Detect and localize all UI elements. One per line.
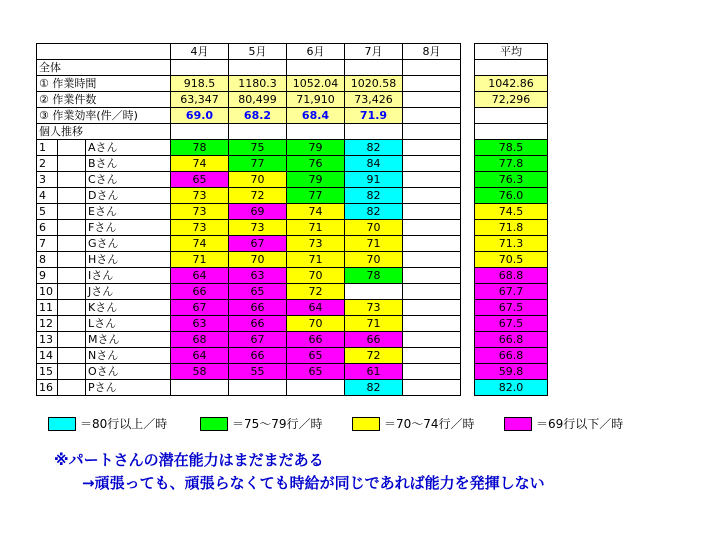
efficiency-value: 66 — [287, 332, 345, 348]
efficiency-value — [403, 188, 461, 204]
row-spacer — [58, 236, 86, 252]
person-name: Eさん — [86, 204, 171, 220]
efficiency-value: 77 — [287, 188, 345, 204]
person-average: 67.5 — [475, 316, 548, 332]
efficiency-value: 69 — [229, 204, 287, 220]
efficiency-value: 65 — [287, 348, 345, 364]
person-average: 76.0 — [475, 188, 548, 204]
efficiency-value: 71 — [287, 220, 345, 236]
person-row — [37, 284, 461, 300]
efficiency-value: 64 — [171, 348, 229, 364]
summary-average — [475, 108, 548, 124]
summary-value: 1052.04 — [287, 76, 345, 92]
person-row — [37, 236, 461, 252]
efficiency-value: 66 — [345, 332, 403, 348]
row-number: 11 — [37, 300, 58, 316]
person-row — [37, 156, 461, 172]
person-name: Kさん — [86, 300, 171, 316]
row-number: 3 — [37, 172, 58, 188]
legend-swatch — [200, 417, 228, 431]
efficiency-value: 74 — [171, 156, 229, 172]
summary-value: 71.9 — [345, 108, 403, 124]
efficiency-value — [403, 348, 461, 364]
person-average: 76.3 — [475, 172, 548, 188]
efficiency-value: 71 — [345, 236, 403, 252]
efficiency-value — [403, 380, 461, 396]
person-name: Nさん — [86, 348, 171, 364]
efficiency-value — [403, 220, 461, 236]
efficiency-value: 63 — [171, 316, 229, 332]
efficiency-value: 82 — [345, 204, 403, 220]
summary-average: 72,296 — [475, 92, 548, 108]
summary-row — [37, 92, 461, 108]
person-row — [37, 300, 461, 316]
efficiency-value: 71 — [345, 316, 403, 332]
efficiency-value: 65 — [229, 284, 287, 300]
efficiency-value: 82 — [345, 188, 403, 204]
person-row — [37, 364, 461, 380]
person-average: 59.8 — [475, 364, 548, 380]
row-spacer — [58, 156, 86, 172]
person-average: 82.0 — [475, 380, 548, 396]
person-average: 68.8 — [475, 268, 548, 284]
efficiency-value: 77 — [229, 156, 287, 172]
header-blank-cell — [37, 44, 171, 60]
efficiency-value: 68 — [171, 332, 229, 348]
legend-item-cyan — [48, 415, 200, 432]
row-spacer — [58, 380, 86, 396]
row-spacer — [58, 332, 86, 348]
empty-cell — [229, 124, 287, 140]
summary-value: 918.5 — [171, 76, 229, 92]
person-average: 77.8 — [475, 156, 548, 172]
efficiency-value: 58 — [171, 364, 229, 380]
person-row — [37, 380, 461, 396]
efficiency-value: 63 — [229, 268, 287, 284]
person-row — [37, 332, 461, 348]
empty-cell — [229, 60, 287, 76]
empty-cell — [345, 124, 403, 140]
efficiency-value: 73 — [229, 220, 287, 236]
efficiency-value: 64 — [171, 268, 229, 284]
person-average: 66.8 — [475, 348, 548, 364]
person-name: Dさん — [86, 188, 171, 204]
row-number: 4 — [37, 188, 58, 204]
person-name: Fさん — [86, 220, 171, 236]
monthly-efficiency-table — [36, 43, 461, 396]
empty-cell — [475, 60, 548, 76]
summary-label: ③ 作業効率(件／時) — [37, 108, 171, 124]
row-spacer — [58, 220, 86, 236]
empty-cell — [287, 124, 345, 140]
legend-label: ＝69行以下／時 — [536, 417, 624, 431]
empty-cell — [403, 60, 461, 76]
person-name: Gさん — [86, 236, 171, 252]
legend-item-green — [200, 415, 352, 432]
legend-item-yellow — [352, 415, 504, 432]
efficiency-value: 55 — [229, 364, 287, 380]
person-average: 70.5 — [475, 252, 548, 268]
efficiency-value — [229, 380, 287, 396]
row-spacer — [58, 188, 86, 204]
summary-value — [403, 108, 461, 124]
summary-value: 71,910 — [287, 92, 345, 108]
average-table — [474, 43, 548, 396]
efficiency-value: 73 — [287, 236, 345, 252]
row-spacer — [58, 316, 86, 332]
efficiency-value: 67 — [229, 332, 287, 348]
row-number: 13 — [37, 332, 58, 348]
row-number: 16 — [37, 380, 58, 396]
empty-cell — [171, 124, 229, 140]
efficiency-value: 73 — [171, 220, 229, 236]
person-average: 71.3 — [475, 236, 548, 252]
legend-label: ＝75～79行／時 — [232, 417, 323, 431]
efficiency-value — [403, 316, 461, 332]
efficiency-value — [345, 284, 403, 300]
efficiency-value: 65 — [287, 364, 345, 380]
efficiency-value: 70 — [229, 252, 287, 268]
efficiency-value: 67 — [171, 300, 229, 316]
legend-swatch — [352, 417, 380, 431]
efficiency-value — [403, 332, 461, 348]
average-header: 平均 — [475, 44, 548, 60]
note-line-2: →頑張っても、頑張らなくても時給が同じであれば能力を発揮しない — [82, 474, 545, 492]
summary-value: 1180.3 — [229, 76, 287, 92]
summary-value: 69.0 — [171, 108, 229, 124]
efficiency-value: 78 — [345, 268, 403, 284]
efficiency-value — [403, 204, 461, 220]
efficiency-value: 75 — [229, 140, 287, 156]
efficiency-value — [403, 236, 461, 252]
empty-cell — [287, 60, 345, 76]
empty-cell — [475, 124, 548, 140]
header-row — [37, 44, 461, 60]
summary-value — [403, 76, 461, 92]
row-spacer — [58, 172, 86, 188]
person-average: 67.7 — [475, 284, 548, 300]
efficiency-value — [403, 156, 461, 172]
row-spacer — [58, 268, 86, 284]
person-average: 78.5 — [475, 140, 548, 156]
month-header: 6月 — [287, 44, 345, 60]
row-spacer — [58, 204, 86, 220]
row-number: 8 — [37, 252, 58, 268]
month-header: 5月 — [229, 44, 287, 60]
note-line-1: ※パートさんの潜在能力はまだまだある — [54, 451, 324, 469]
person-average: 67.5 — [475, 300, 548, 316]
efficiency-value: 70 — [345, 252, 403, 268]
person-name: Iさん — [86, 268, 171, 284]
efficiency-value: 91 — [345, 172, 403, 188]
person-row — [37, 172, 461, 188]
efficiency-value: 66 — [229, 348, 287, 364]
efficiency-value: 70 — [287, 268, 345, 284]
person-name: Jさん — [86, 284, 171, 300]
efficiency-value: 61 — [345, 364, 403, 380]
month-header: 7月 — [345, 44, 403, 60]
row-number: 12 — [37, 316, 58, 332]
legend-swatch — [504, 417, 532, 431]
efficiency-value — [403, 140, 461, 156]
efficiency-value: 84 — [345, 156, 403, 172]
efficiency-value: 79 — [287, 172, 345, 188]
efficiency-value: 72 — [229, 188, 287, 204]
summary-label: ② 作業件数 — [37, 92, 171, 108]
efficiency-value: 66 — [229, 316, 287, 332]
person-row — [37, 188, 461, 204]
summary-label: ① 作業時間 — [37, 76, 171, 92]
person-average: 66.8 — [475, 332, 548, 348]
person-average: 74.5 — [475, 204, 548, 220]
efficiency-value: 71 — [287, 252, 345, 268]
row-spacer — [58, 300, 86, 316]
efficiency-value: 78 — [171, 140, 229, 156]
efficiency-value: 70 — [229, 172, 287, 188]
efficiency-value: 71 — [171, 252, 229, 268]
person-name: Mさん — [86, 332, 171, 348]
summary-value: 63,347 — [171, 92, 229, 108]
month-header: 8月 — [403, 44, 461, 60]
efficiency-value: 79 — [287, 140, 345, 156]
person-name: Lさん — [86, 316, 171, 332]
row-number: 7 — [37, 236, 58, 252]
efficiency-value — [171, 380, 229, 396]
efficiency-value: 66 — [229, 300, 287, 316]
person-row — [37, 268, 461, 284]
row-spacer — [58, 252, 86, 268]
person-average: 71.8 — [475, 220, 548, 236]
efficiency-value — [287, 380, 345, 396]
empty-cell — [345, 60, 403, 76]
summary-value: 1020.58 — [345, 76, 403, 92]
summary-value: 68.2 — [229, 108, 287, 124]
row-number: 2 — [37, 156, 58, 172]
row-spacer — [58, 284, 86, 300]
section-individual-label: 個人推移 — [37, 124, 171, 140]
efficiency-value: 65 — [171, 172, 229, 188]
row-number: 9 — [37, 268, 58, 284]
efficiency-value: 66 — [171, 284, 229, 300]
legend-item-magenta — [504, 415, 656, 432]
efficiency-value: 74 — [287, 204, 345, 220]
row-number: 10 — [37, 284, 58, 300]
efficiency-value: 70 — [345, 220, 403, 236]
person-name: Hさん — [86, 252, 171, 268]
summary-value: 73,426 — [345, 92, 403, 108]
color-legend — [48, 415, 656, 432]
row-number: 6 — [37, 220, 58, 236]
person-row — [37, 348, 461, 364]
person-row — [37, 204, 461, 220]
efficiency-value: 82 — [345, 380, 403, 396]
efficiency-value — [403, 268, 461, 284]
person-name: Oさん — [86, 364, 171, 380]
row-spacer — [58, 348, 86, 364]
row-number: 5 — [37, 204, 58, 220]
section-total-label: 全体 — [37, 60, 171, 76]
summary-value: 80,499 — [229, 92, 287, 108]
efficiency-value: 64 — [287, 300, 345, 316]
legend-label: ＝70～74行／時 — [384, 417, 475, 431]
efficiency-value: 82 — [345, 140, 403, 156]
summary-row — [37, 76, 461, 92]
person-row — [37, 252, 461, 268]
efficiency-value: 72 — [287, 284, 345, 300]
empty-cell — [403, 124, 461, 140]
efficiency-value — [403, 172, 461, 188]
person-name: Aさん — [86, 140, 171, 156]
efficiency-value: 76 — [287, 156, 345, 172]
efficiency-value: 74 — [171, 236, 229, 252]
row-number: 15 — [37, 364, 58, 380]
row-spacer — [58, 364, 86, 380]
efficiency-value: 73 — [345, 300, 403, 316]
efficiency-value — [403, 252, 461, 268]
efficiency-value: 70 — [287, 316, 345, 332]
efficiency-value — [403, 284, 461, 300]
legend-swatch — [48, 417, 76, 431]
efficiency-value — [403, 364, 461, 380]
row-number: 14 — [37, 348, 58, 364]
person-name: Bさん — [86, 156, 171, 172]
person-row — [37, 140, 461, 156]
efficiency-value: 67 — [229, 236, 287, 252]
efficiency-value: 72 — [345, 348, 403, 364]
legend-label: ＝80行以上／時 — [80, 417, 168, 431]
empty-cell — [171, 60, 229, 76]
summary-value — [403, 92, 461, 108]
efficiency-value — [403, 300, 461, 316]
month-header: 4月 — [171, 44, 229, 60]
row-spacer — [58, 140, 86, 156]
person-name: Pさん — [86, 380, 171, 396]
summary-average: 1042.86 — [475, 76, 548, 92]
efficiency-value: 73 — [171, 188, 229, 204]
efficiency-value: 73 — [171, 204, 229, 220]
person-row — [37, 220, 461, 236]
summary-row — [37, 108, 461, 124]
summary-value: 68.4 — [287, 108, 345, 124]
person-row — [37, 316, 461, 332]
row-number: 1 — [37, 140, 58, 156]
person-name: Cさん — [86, 172, 171, 188]
